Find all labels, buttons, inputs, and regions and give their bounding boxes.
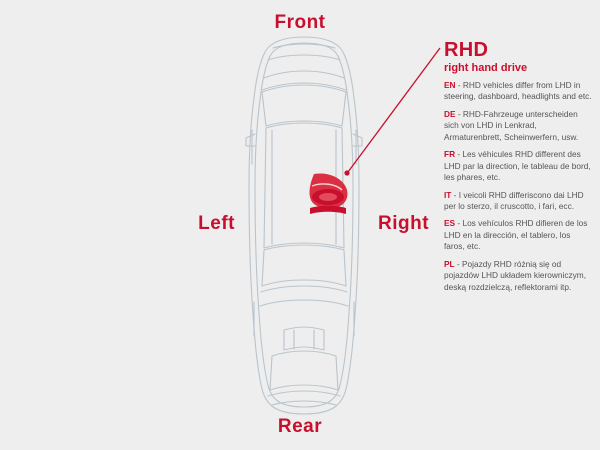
callout-paragraph-en: [444, 80, 592, 103]
callout-paragraph-de: [444, 109, 592, 143]
language-tag: PL: [444, 258, 455, 269]
callout-subtitle: right hand drive: [444, 62, 528, 74]
car-top-view-icon: [228, 34, 380, 423]
direction-label-front: Front: [274, 12, 326, 33]
language-tag: EN: [444, 80, 456, 90]
callout-paragraph-pl: [444, 259, 592, 293]
direction-label-left: Left: [198, 213, 235, 234]
steering-wheel-highlight-icon: [310, 173, 348, 214]
language-tag: IT: [444, 189, 452, 200]
rhd-callout-panel: [444, 40, 592, 299]
language-tag: ES: [444, 218, 456, 229]
language-tag: DE: [444, 108, 456, 119]
direction-label-right: Right: [378, 213, 430, 234]
callout-paragraph-list: [444, 80, 592, 293]
direction-label-rear: Rear: [277, 416, 323, 437]
paragraph-text: - Pojazdy RHD różnią się od pojazdów LHD układem kierowniczym, deską rozdzielczą, reflektorami itp.: [444, 258, 587, 292]
callout-paragraph-it: [444, 190, 592, 213]
callout-title: RHD: [444, 39, 489, 61]
callout-paragraph-fr: [444, 149, 592, 183]
paragraph-text: - Los vehículos RHD difieren de los LHD en la dirección, el tablero, los faros, etc.: [444, 218, 588, 252]
paragraph-text: - I veicoli RHD differiscono dai LHD per lo sterzo, il cruscotto, i fari, ecc.: [444, 189, 584, 211]
paragraph-text: - RHD vehicles differ from LHD in steering, dashboard, headlights and etc.: [444, 80, 592, 102]
callout-paragraph-es: [444, 218, 592, 252]
paragraph-text: - Les véhicules RHD different des LHD par la direction, le tableau de bord, les phares, etc.: [444, 149, 591, 183]
paragraph-text: - RHD-Fahrzeuge unterscheiden sich von LHD in Lenkrad, Armaturenbrett, Scheinwerfern, usw.: [444, 108, 579, 142]
language-tag: FR: [444, 149, 456, 160]
